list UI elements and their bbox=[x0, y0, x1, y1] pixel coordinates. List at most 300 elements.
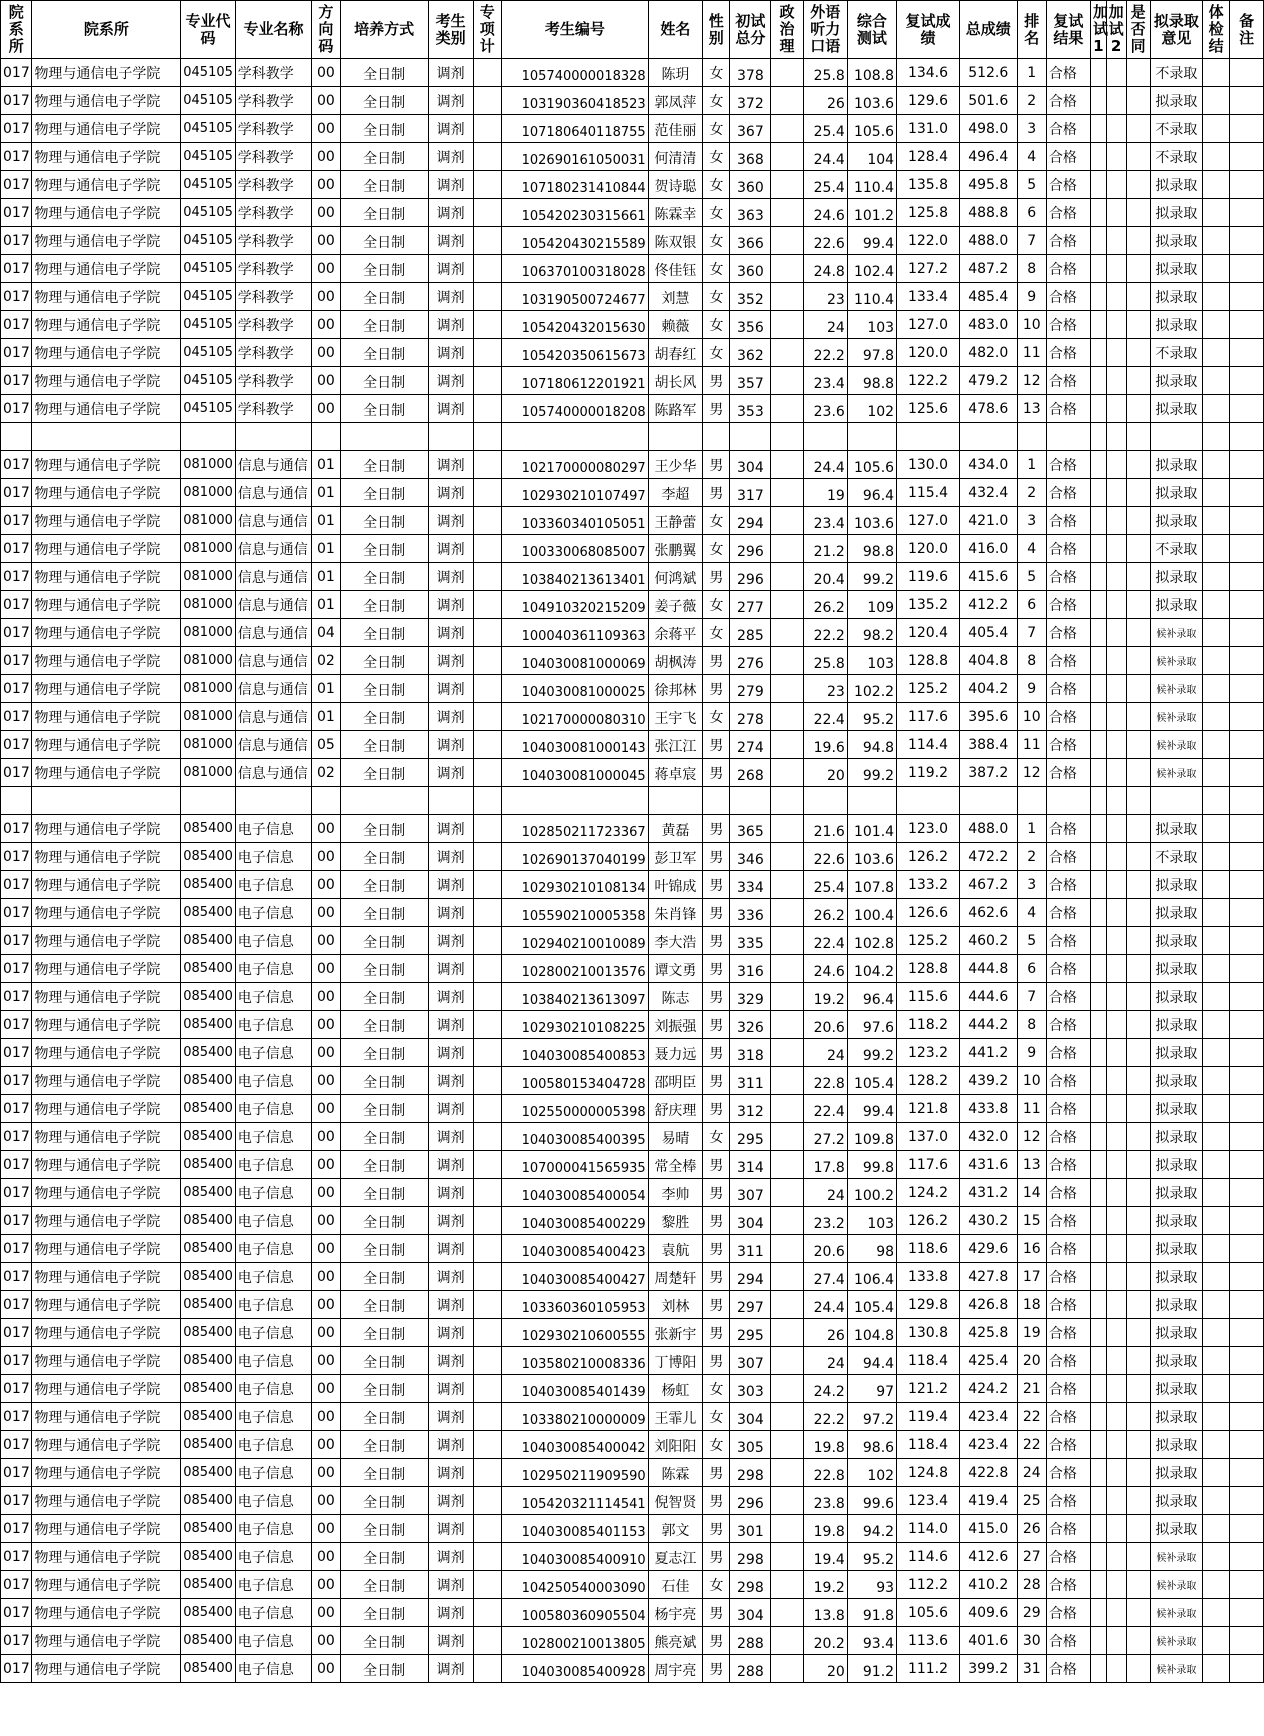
cell-gender: 男 bbox=[703, 843, 730, 871]
cell-opinion: 候补录取 bbox=[1150, 703, 1202, 731]
cell-rank: 12 bbox=[1017, 1123, 1046, 1151]
cell-remark bbox=[1230, 87, 1264, 115]
cell-extra2 bbox=[1106, 1123, 1126, 1151]
cell-listening: 26 bbox=[803, 1319, 847, 1347]
cell-listening: 25.8 bbox=[803, 647, 847, 675]
cell-gender: 男 bbox=[703, 1067, 730, 1095]
cell-dept: 物理与通信电子学院 bbox=[32, 1627, 181, 1655]
cell-gender: 男 bbox=[703, 815, 730, 843]
cell-extra1 bbox=[1090, 591, 1106, 619]
cell-exam-id: 102800210013805 bbox=[501, 1627, 648, 1655]
cell-total: 439.2 bbox=[959, 1067, 1017, 1095]
cell-major-name: 电子信息 bbox=[235, 1431, 312, 1459]
cell-special bbox=[473, 87, 501, 115]
cell-mode: 全日制 bbox=[340, 1543, 428, 1571]
cell-direction: 00 bbox=[312, 115, 340, 143]
cell-same bbox=[1126, 591, 1150, 619]
cell-prelim: 311 bbox=[730, 1067, 771, 1095]
cell-total: 460.2 bbox=[959, 927, 1017, 955]
cell-exam-id: 102930210108225 bbox=[501, 1011, 648, 1039]
table-row bbox=[1, 283, 1264, 311]
cell-same bbox=[1126, 1375, 1150, 1403]
cell-exam-id: 105420321114541 bbox=[501, 1487, 648, 1515]
cell-physical bbox=[1203, 1347, 1230, 1375]
cell-rank: 1 bbox=[1017, 451, 1046, 479]
cell-extra1 bbox=[1090, 311, 1106, 339]
cell-listening: 19.6 bbox=[803, 731, 847, 759]
cell-comprehensive: 110.4 bbox=[847, 171, 896, 199]
cell-comprehensive: 95.2 bbox=[847, 703, 896, 731]
table-row bbox=[1, 1207, 1264, 1235]
cell-rank: 9 bbox=[1017, 675, 1046, 703]
cell-result: 合格 bbox=[1046, 1487, 1090, 1515]
cell-major-code: 085400 bbox=[181, 871, 236, 899]
cell-remark bbox=[1230, 675, 1264, 703]
cell-major-code: 045105 bbox=[181, 311, 236, 339]
empty-cell bbox=[730, 423, 771, 451]
cell-name: 陈霖幸 bbox=[648, 199, 703, 227]
cell-result: 合格 bbox=[1046, 1375, 1090, 1403]
header-retest: 复试成绩 bbox=[897, 1, 960, 59]
cell-special bbox=[473, 1347, 501, 1375]
table-row bbox=[1, 1347, 1264, 1375]
cell-name: 石佳 bbox=[648, 1571, 703, 1599]
cell-listening: 19 bbox=[803, 479, 847, 507]
cell-mode: 全日制 bbox=[340, 1067, 428, 1095]
cell-rank: 9 bbox=[1017, 283, 1046, 311]
cell-physical bbox=[1203, 1459, 1230, 1487]
cell-mode: 全日制 bbox=[340, 199, 428, 227]
cell-result: 合格 bbox=[1046, 899, 1090, 927]
cell-comprehensive: 91.2 bbox=[847, 1655, 896, 1683]
cell-name: 常全棒 bbox=[648, 1151, 703, 1179]
cell-result: 合格 bbox=[1046, 1459, 1090, 1487]
cell-gender: 女 bbox=[703, 1375, 730, 1403]
cell-politics bbox=[771, 983, 803, 1011]
cell-major-name: 电子信息 bbox=[235, 1319, 312, 1347]
cell-prelim: 362 bbox=[730, 339, 771, 367]
cell-comprehensive: 99.4 bbox=[847, 227, 896, 255]
cell-category: 调剂 bbox=[428, 563, 473, 591]
cell-special bbox=[473, 1515, 501, 1543]
empty-cell bbox=[897, 423, 960, 451]
empty-cell bbox=[648, 787, 703, 815]
cell-remark bbox=[1230, 1291, 1264, 1319]
cell-gender: 女 bbox=[703, 703, 730, 731]
cell-remark bbox=[1230, 479, 1264, 507]
cell-mode: 全日制 bbox=[340, 535, 428, 563]
cell-mode: 全日制 bbox=[340, 843, 428, 871]
cell-rank: 26 bbox=[1017, 1515, 1046, 1543]
cell-category: 调剂 bbox=[428, 1515, 473, 1543]
cell-result: 合格 bbox=[1046, 115, 1090, 143]
cell-major-code: 081000 bbox=[181, 591, 236, 619]
cell-dept: 物理与通信电子学院 bbox=[32, 1095, 181, 1123]
cell-retest: 122.0 bbox=[897, 227, 960, 255]
cell-listening: 24 bbox=[803, 1179, 847, 1207]
cell-same bbox=[1126, 143, 1150, 171]
cell-physical bbox=[1203, 1039, 1230, 1067]
cell-inst: 017 bbox=[1, 227, 32, 255]
cell-extra2 bbox=[1106, 1263, 1126, 1291]
cell-inst: 017 bbox=[1, 1347, 32, 1375]
cell-extra1 bbox=[1090, 1207, 1106, 1235]
cell-prelim: 357 bbox=[730, 367, 771, 395]
cell-major-name: 电子信息 bbox=[235, 1123, 312, 1151]
cell-same bbox=[1126, 59, 1150, 87]
cell-extra2 bbox=[1106, 255, 1126, 283]
cell-major-name: 学科教学 bbox=[235, 311, 312, 339]
cell-comprehensive: 108.8 bbox=[847, 59, 896, 87]
cell-politics bbox=[771, 59, 803, 87]
cell-direction: 00 bbox=[312, 1235, 340, 1263]
cell-mode: 全日制 bbox=[340, 1487, 428, 1515]
cell-remark bbox=[1230, 1459, 1264, 1487]
cell-listening: 22.4 bbox=[803, 703, 847, 731]
cell-inst: 017 bbox=[1, 703, 32, 731]
cell-name: 贺诗聪 bbox=[648, 171, 703, 199]
cell-rank: 10 bbox=[1017, 1067, 1046, 1095]
cell-exam-id: 105420430215589 bbox=[501, 227, 648, 255]
cell-name: 陈玥 bbox=[648, 59, 703, 87]
cell-special bbox=[473, 1571, 501, 1599]
cell-major-code: 085400 bbox=[181, 1291, 236, 1319]
cell-retest: 125.8 bbox=[897, 199, 960, 227]
cell-rank: 6 bbox=[1017, 955, 1046, 983]
cell-listening: 24.4 bbox=[803, 451, 847, 479]
cell-mode: 全日制 bbox=[340, 647, 428, 675]
cell-name: 杨虹 bbox=[648, 1375, 703, 1403]
table-row bbox=[1, 367, 1264, 395]
cell-exam-id: 105420432015630 bbox=[501, 311, 648, 339]
cell-exam-id: 102800210013576 bbox=[501, 955, 648, 983]
cell-remark bbox=[1230, 1039, 1264, 1067]
cell-category: 调剂 bbox=[428, 283, 473, 311]
cell-extra2 bbox=[1106, 759, 1126, 787]
cell-result: 合格 bbox=[1046, 1655, 1090, 1683]
cell-dept: 物理与通信电子学院 bbox=[32, 731, 181, 759]
cell-listening: 22.8 bbox=[803, 1067, 847, 1095]
cell-listening: 20.4 bbox=[803, 563, 847, 591]
cell-prelim: 336 bbox=[730, 899, 771, 927]
cell-total: 432.0 bbox=[959, 1123, 1017, 1151]
cell-special bbox=[473, 283, 501, 311]
header-direction: 方向码 bbox=[312, 1, 340, 59]
cell-listening: 19.4 bbox=[803, 1543, 847, 1571]
cell-opinion: 拟录取 bbox=[1150, 1319, 1202, 1347]
cell-extra1 bbox=[1090, 675, 1106, 703]
cell-politics bbox=[771, 283, 803, 311]
cell-gender: 男 bbox=[703, 1151, 730, 1179]
cell-rank: 30 bbox=[1017, 1627, 1046, 1655]
cell-total: 488.8 bbox=[959, 199, 1017, 227]
cell-extra1 bbox=[1090, 1571, 1106, 1599]
cell-direction: 00 bbox=[312, 815, 340, 843]
empty-cell bbox=[648, 423, 703, 451]
cell-exam-id: 103360340105051 bbox=[501, 507, 648, 535]
cell-major-code: 045105 bbox=[181, 255, 236, 283]
cell-special bbox=[473, 507, 501, 535]
cell-exam-id: 104030081000069 bbox=[501, 647, 648, 675]
cell-total: 423.4 bbox=[959, 1403, 1017, 1431]
cell-extra2 bbox=[1106, 927, 1126, 955]
cell-gender: 男 bbox=[703, 1627, 730, 1655]
cell-extra2 bbox=[1106, 1319, 1126, 1347]
cell-opinion: 拟录取 bbox=[1150, 927, 1202, 955]
cell-prelim: 296 bbox=[730, 535, 771, 563]
cell-dept: 物理与通信电子学院 bbox=[32, 1319, 181, 1347]
cell-extra2 bbox=[1106, 1095, 1126, 1123]
cell-listening: 22.6 bbox=[803, 227, 847, 255]
cell-extra2 bbox=[1106, 815, 1126, 843]
table-row bbox=[1, 255, 1264, 283]
cell-mode: 全日制 bbox=[340, 1151, 428, 1179]
cell-politics bbox=[771, 1627, 803, 1655]
cell-mode: 全日制 bbox=[340, 1291, 428, 1319]
cell-inst: 017 bbox=[1, 1095, 32, 1123]
cell-extra2 bbox=[1106, 1543, 1126, 1571]
cell-remark bbox=[1230, 843, 1264, 871]
cell-listening: 22.4 bbox=[803, 927, 847, 955]
cell-politics bbox=[771, 227, 803, 255]
cell-prelim: 335 bbox=[730, 927, 771, 955]
cell-major-code: 081000 bbox=[181, 731, 236, 759]
empty-cell bbox=[771, 787, 803, 815]
cell-special bbox=[473, 647, 501, 675]
cell-physical bbox=[1203, 1235, 1230, 1263]
cell-exam-id: 104030085400853 bbox=[501, 1039, 648, 1067]
cell-exam-id: 104030081000045 bbox=[501, 759, 648, 787]
cell-politics bbox=[771, 563, 803, 591]
cell-result: 合格 bbox=[1046, 339, 1090, 367]
cell-direction: 00 bbox=[312, 1571, 340, 1599]
cell-special bbox=[473, 1179, 501, 1207]
cell-opinion: 拟录取 bbox=[1150, 1487, 1202, 1515]
cell-dept: 物理与通信电子学院 bbox=[32, 1179, 181, 1207]
cell-special bbox=[473, 1375, 501, 1403]
cell-extra2 bbox=[1106, 1011, 1126, 1039]
cell-mode: 全日制 bbox=[340, 1459, 428, 1487]
cell-gender: 男 bbox=[703, 1179, 730, 1207]
cell-major-name: 信息与通信 bbox=[235, 507, 312, 535]
cell-opinion: 拟录取 bbox=[1150, 871, 1202, 899]
cell-exam-id: 105590210005358 bbox=[501, 899, 648, 927]
cell-extra2 bbox=[1106, 507, 1126, 535]
cell-total: 495.8 bbox=[959, 171, 1017, 199]
cell-direction: 00 bbox=[312, 1067, 340, 1095]
cell-result: 合格 bbox=[1046, 647, 1090, 675]
cell-major-code: 081000 bbox=[181, 507, 236, 535]
cell-name: 朱肖锋 bbox=[648, 899, 703, 927]
header-opinion: 拟录取意见 bbox=[1150, 1, 1202, 59]
cell-opinion: 拟录取 bbox=[1150, 1235, 1202, 1263]
empty-cell bbox=[235, 787, 312, 815]
empty-cell bbox=[1106, 423, 1126, 451]
cell-retest: 118.6 bbox=[897, 1235, 960, 1263]
cell-politics bbox=[771, 1459, 803, 1487]
cell-total: 425.4 bbox=[959, 1347, 1017, 1375]
cell-physical bbox=[1203, 675, 1230, 703]
header-physical: 体检结 bbox=[1203, 1, 1230, 59]
cell-mode: 全日制 bbox=[340, 479, 428, 507]
cell-dept: 物理与通信电子学院 bbox=[32, 227, 181, 255]
cell-retest: 119.4 bbox=[897, 1403, 960, 1431]
cell-opinion: 拟录取 bbox=[1150, 815, 1202, 843]
cell-special bbox=[473, 983, 501, 1011]
empty-cell bbox=[1090, 423, 1106, 451]
cell-physical bbox=[1203, 1263, 1230, 1291]
cell-category: 调剂 bbox=[428, 535, 473, 563]
cell-name: 王霏儿 bbox=[648, 1403, 703, 1431]
cell-total: 426.8 bbox=[959, 1291, 1017, 1319]
cell-special bbox=[473, 1487, 501, 1515]
cell-retest: 134.6 bbox=[897, 59, 960, 87]
cell-listening: 23 bbox=[803, 675, 847, 703]
cell-opinion: 候补录取 bbox=[1150, 1627, 1202, 1655]
cell-result: 合格 bbox=[1046, 1151, 1090, 1179]
cell-physical bbox=[1203, 1571, 1230, 1599]
cell-result: 合格 bbox=[1046, 983, 1090, 1011]
cell-gender: 男 bbox=[703, 1263, 730, 1291]
cell-dept: 物理与通信电子学院 bbox=[32, 115, 181, 143]
cell-result: 合格 bbox=[1046, 283, 1090, 311]
cell-opinion: 拟录取 bbox=[1150, 563, 1202, 591]
cell-opinion: 拟录取 bbox=[1150, 1347, 1202, 1375]
cell-direction: 00 bbox=[312, 1459, 340, 1487]
cell-major-name: 信息与通信 bbox=[235, 647, 312, 675]
cell-same bbox=[1126, 647, 1150, 675]
cell-inst: 017 bbox=[1, 1235, 32, 1263]
cell-gender: 男 bbox=[703, 675, 730, 703]
cell-same bbox=[1126, 1207, 1150, 1235]
cell-category: 调剂 bbox=[428, 843, 473, 871]
cell-gender: 男 bbox=[703, 395, 730, 423]
cell-direction: 00 bbox=[312, 311, 340, 339]
cell-major-name: 信息与通信 bbox=[235, 535, 312, 563]
cell-opinion: 拟录取 bbox=[1150, 983, 1202, 1011]
cell-politics bbox=[771, 255, 803, 283]
cell-comprehensive: 93.4 bbox=[847, 1627, 896, 1655]
cell-politics bbox=[771, 703, 803, 731]
cell-name: 刘阳阳 bbox=[648, 1431, 703, 1459]
cell-mode: 全日制 bbox=[340, 703, 428, 731]
cell-total: 415.6 bbox=[959, 563, 1017, 591]
empty-cell bbox=[1203, 423, 1230, 451]
cell-total: 444.6 bbox=[959, 983, 1017, 1011]
empty-cell bbox=[1090, 787, 1106, 815]
cell-politics bbox=[771, 479, 803, 507]
cell-same bbox=[1126, 1095, 1150, 1123]
cell-special bbox=[473, 227, 501, 255]
cell-special bbox=[473, 1599, 501, 1627]
cell-direction: 00 bbox=[312, 283, 340, 311]
table-row bbox=[1, 199, 1264, 227]
cell-extra1 bbox=[1090, 983, 1106, 1011]
cell-physical bbox=[1203, 927, 1230, 955]
cell-politics bbox=[771, 535, 803, 563]
cell-special bbox=[473, 311, 501, 339]
cell-comprehensive: 101.4 bbox=[847, 815, 896, 843]
cell-total: 472.2 bbox=[959, 843, 1017, 871]
cell-category: 调剂 bbox=[428, 199, 473, 227]
cell-major-name: 电子信息 bbox=[235, 1375, 312, 1403]
cell-remark bbox=[1230, 507, 1264, 535]
cell-politics bbox=[771, 1291, 803, 1319]
cell-exam-id: 102950211909590 bbox=[501, 1459, 648, 1487]
empty-cell bbox=[703, 787, 730, 815]
cell-name: 胡春红 bbox=[648, 339, 703, 367]
cell-same bbox=[1126, 675, 1150, 703]
cell-exam-id: 104030085400395 bbox=[501, 1123, 648, 1151]
cell-direction: 00 bbox=[312, 143, 340, 171]
cell-extra1 bbox=[1090, 255, 1106, 283]
cell-dept: 物理与通信电子学院 bbox=[32, 843, 181, 871]
cell-major-code: 085400 bbox=[181, 1543, 236, 1571]
cell-same bbox=[1126, 899, 1150, 927]
cell-listening: 22.2 bbox=[803, 339, 847, 367]
cell-retest: 131.0 bbox=[897, 115, 960, 143]
cell-extra1 bbox=[1090, 171, 1106, 199]
cell-physical bbox=[1203, 563, 1230, 591]
cell-remark bbox=[1230, 899, 1264, 927]
cell-opinion: 拟录取 bbox=[1150, 955, 1202, 983]
cell-result: 合格 bbox=[1046, 1123, 1090, 1151]
cell-dept: 物理与通信电子学院 bbox=[32, 647, 181, 675]
cell-major-code: 045105 bbox=[181, 115, 236, 143]
empty-cell bbox=[1017, 787, 1046, 815]
cell-exam-id: 102170000080297 bbox=[501, 451, 648, 479]
cell-prelim: 304 bbox=[730, 1207, 771, 1235]
header-major-name: 专业名称 bbox=[235, 1, 312, 59]
cell-comprehensive: 98 bbox=[847, 1235, 896, 1263]
empty-cell bbox=[847, 423, 896, 451]
cell-same bbox=[1126, 339, 1150, 367]
cell-extra1 bbox=[1090, 1599, 1106, 1627]
cell-dept: 物理与通信电子学院 bbox=[32, 479, 181, 507]
cell-major-name: 信息与通信 bbox=[235, 619, 312, 647]
cell-major-code: 045105 bbox=[181, 87, 236, 115]
cell-comprehensive: 103 bbox=[847, 1207, 896, 1235]
cell-physical bbox=[1203, 1067, 1230, 1095]
cell-mode: 全日制 bbox=[340, 871, 428, 899]
cell-extra2 bbox=[1106, 1487, 1126, 1515]
cell-major-code: 085400 bbox=[181, 1459, 236, 1487]
cell-dept: 物理与通信电子学院 bbox=[32, 1375, 181, 1403]
cell-total: 427.8 bbox=[959, 1263, 1017, 1291]
cell-opinion: 候补录取 bbox=[1150, 1655, 1202, 1683]
table-row bbox=[1, 703, 1264, 731]
cell-opinion: 候补录取 bbox=[1150, 675, 1202, 703]
cell-rank: 20 bbox=[1017, 1347, 1046, 1375]
cell-extra2 bbox=[1106, 283, 1126, 311]
cell-prelim: 298 bbox=[730, 1543, 771, 1571]
cell-rank: 10 bbox=[1017, 703, 1046, 731]
cell-physical bbox=[1203, 1375, 1230, 1403]
cell-dept: 物理与通信电子学院 bbox=[32, 927, 181, 955]
cell-name: 丁博阳 bbox=[648, 1347, 703, 1375]
cell-extra2 bbox=[1106, 199, 1126, 227]
cell-opinion: 拟录取 bbox=[1150, 199, 1202, 227]
cell-politics bbox=[771, 843, 803, 871]
cell-total: 482.0 bbox=[959, 339, 1017, 367]
cell-name: 王静蕾 bbox=[648, 507, 703, 535]
table-row bbox=[1, 1263, 1264, 1291]
cell-exam-id: 107180612201921 bbox=[501, 367, 648, 395]
cell-major-name: 电子信息 bbox=[235, 1011, 312, 1039]
cell-total: 410.2 bbox=[959, 1571, 1017, 1599]
cell-major-name: 电子信息 bbox=[235, 843, 312, 871]
cell-extra1 bbox=[1090, 1039, 1106, 1067]
